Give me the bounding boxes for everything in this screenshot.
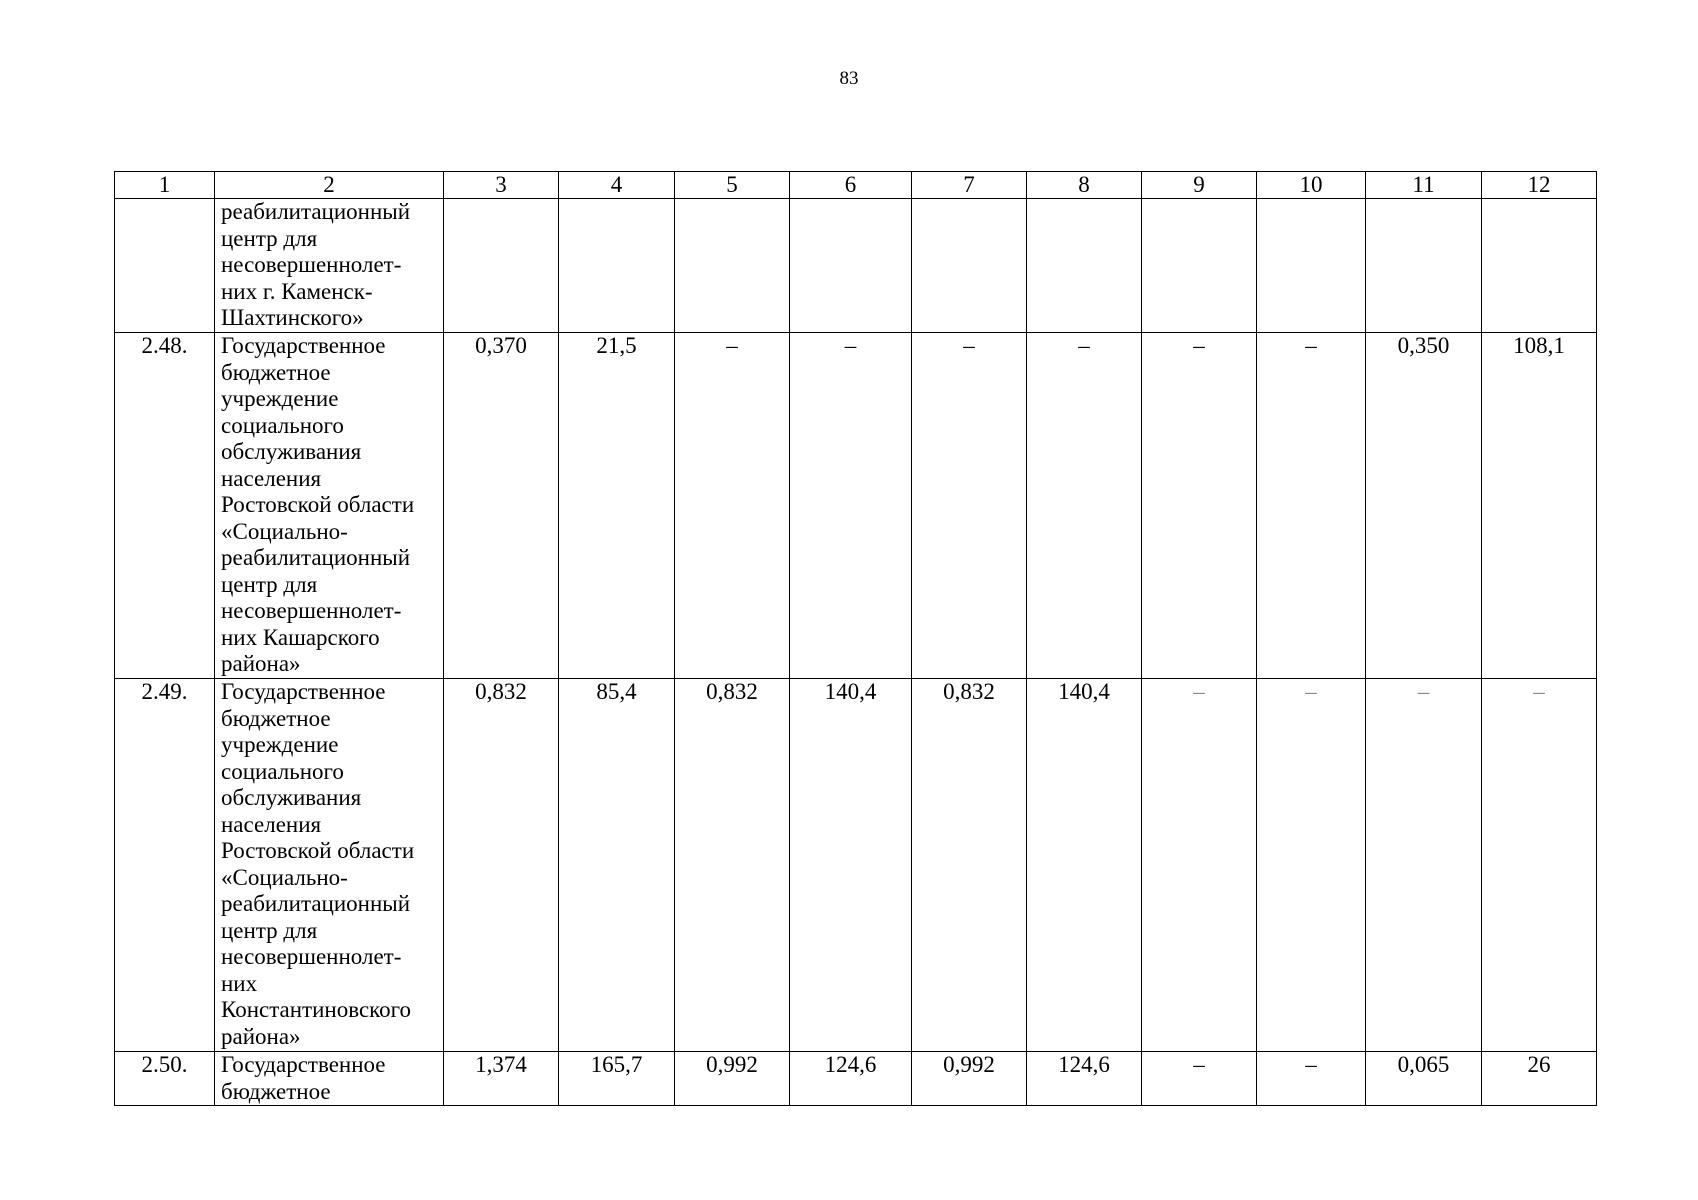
table-cell: – — [1366, 679, 1482, 1052]
column-header: 3 — [444, 172, 559, 199]
header-row — [115, 172, 1597, 199]
institution-name: Государственное бюджетное — [215, 1052, 444, 1106]
table-cell: 0,992 — [675, 1052, 790, 1106]
table-cell: 0,992 — [912, 1052, 1027, 1106]
row-number: 2.49. — [115, 679, 215, 1052]
table-cell — [1257, 199, 1366, 333]
table-cell: 165,7 — [559, 1052, 675, 1106]
table-cell: 0,832 — [912, 679, 1027, 1052]
table-cell: 26 — [1482, 1052, 1597, 1106]
table-cell — [790, 199, 912, 333]
data-table — [114, 171, 1597, 1106]
row-number: 2.50. — [115, 1052, 215, 1106]
table-cell — [1482, 199, 1597, 333]
table-cell: 124,6 — [1027, 1052, 1142, 1106]
page-number: 83 — [839, 68, 859, 89]
table-cell: – — [675, 333, 790, 679]
table-row — [115, 679, 1597, 1052]
table-cell — [1366, 199, 1482, 333]
table-cell: – — [790, 333, 912, 679]
column-header: 5 — [675, 172, 790, 199]
column-header: 4 — [559, 172, 675, 199]
column-header: 6 — [790, 172, 912, 199]
column-header: 11 — [1366, 172, 1482, 199]
table-cell: 0,350 — [1366, 333, 1482, 679]
table-row — [115, 333, 1597, 679]
table-cell: 124,6 — [790, 1052, 912, 1106]
table-cell: – — [1142, 1052, 1257, 1106]
table-cell: 108,1 — [1482, 333, 1597, 679]
table-cell — [559, 199, 675, 333]
table-cell: – — [1027, 333, 1142, 679]
column-header: 2 — [215, 172, 444, 199]
row-number — [115, 199, 215, 333]
table-row — [115, 199, 1597, 333]
column-header: 12 — [1482, 172, 1597, 199]
institution-name: Государственное бюджетное учреждение социального обслуживания населения Ростовской области «Социально- реабилитационный центр для несовершеннолет- них Константиновского района» — [215, 679, 444, 1052]
table-cell: – — [912, 333, 1027, 679]
institution-name: Государственное бюджетное учреждение социального обслуживания населения Ростовской области «Социально- реабилитационный центр для несовершеннолет- них Кашарского района» — [215, 333, 444, 679]
table-cell — [675, 199, 790, 333]
column-header: 9 — [1142, 172, 1257, 199]
table-cell: – — [1142, 333, 1257, 679]
table-cell: 1,374 — [444, 1052, 559, 1106]
table-cell — [912, 199, 1027, 333]
table-cell: 0,832 — [444, 679, 559, 1052]
table-cell — [1027, 199, 1142, 333]
table-cell: 140,4 — [1027, 679, 1142, 1052]
column-header: 1 — [115, 172, 215, 199]
table-cell: 21,5 — [559, 333, 675, 679]
table-cell: – — [1257, 1052, 1366, 1106]
table-row — [115, 1052, 1597, 1106]
table-cell: 140,4 — [790, 679, 912, 1052]
table-cell: 0,065 — [1366, 1052, 1482, 1106]
table-cell: 0,832 — [675, 679, 790, 1052]
table-cell: – — [1142, 679, 1257, 1052]
row-number: 2.48. — [115, 333, 215, 679]
table-cell: 85,4 — [559, 679, 675, 1052]
table-cell: – — [1482, 679, 1597, 1052]
table-cell — [1142, 199, 1257, 333]
column-header: 7 — [912, 172, 1027, 199]
column-header: 10 — [1257, 172, 1366, 199]
table-cell: – — [1257, 679, 1366, 1052]
institution-name: реабилитационный центр для несовершеннолет- них г. Каменск- Шахтинского» — [215, 199, 444, 333]
table-cell — [444, 199, 559, 333]
column-header: 8 — [1027, 172, 1142, 199]
table-cell: 0,370 — [444, 333, 559, 679]
table-cell: – — [1257, 333, 1366, 679]
